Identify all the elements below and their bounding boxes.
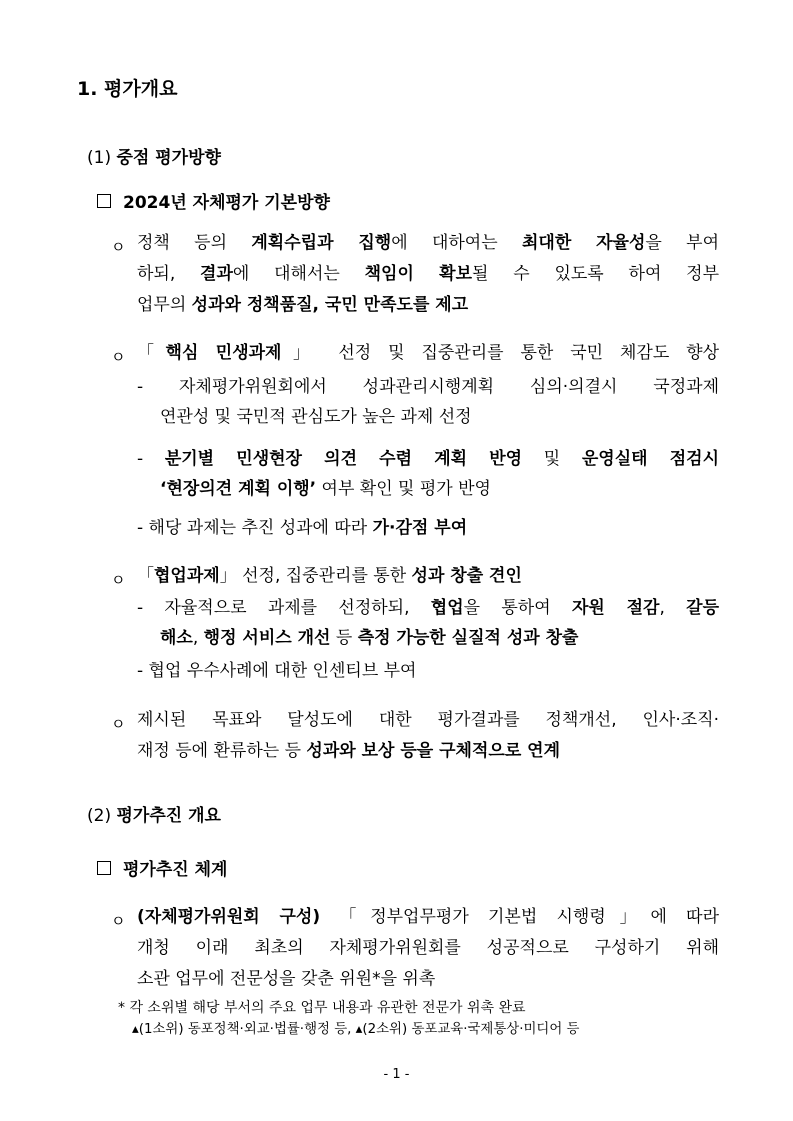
box-heading-1 <box>97 188 330 213</box>
text-line: (자체평가위원회 구성) 「정부업무평가 기본법 시행령」에 따라 <box>137 907 719 927</box>
text-line: - 해당 과제는 추진 성과에 따라 가·감점 부여 <box>137 518 468 538</box>
text-line: 정책 등의 계획수립과 집행에 대하여는 최대한 자율성을 부여 <box>137 233 720 253</box>
dash-item-5 <box>137 656 719 686</box>
bullet-paragraph-3 <box>137 561 719 592</box>
bullet-paragraph-4 <box>137 705 719 767</box>
circle-bullet-icon: ㅇ <box>111 348 126 366</box>
footnote-1: * 각 소위별 해당 부서의 주요 업무 내용과 유관한 전문가 위촉 완료 <box>118 1000 526 1016</box>
dash-item-1 <box>137 372 719 432</box>
circle-bullet-icon: ㅇ <box>111 238 126 256</box>
dash-item-3 <box>137 513 719 543</box>
text-line: 재정 등에 환류하는 등 성과와 보상 등을 구체적으로 연계 <box>137 741 561 761</box>
circle-bullet-icon: ㅇ <box>111 571 126 589</box>
subsection-title: 평가추진 개요 <box>116 806 221 826</box>
text-line: - 자율적으로 과제를 선정하되, 협업을 통하여 자원 절감, 갈등 <box>137 598 719 618</box>
box-heading-text: 평가추진 체계 <box>123 860 228 880</box>
text-line: 제시된 목표와 달성도에 대한 평가결과를 정책개선, 인사·조직· <box>137 710 719 730</box>
text-line: - 협업 우수사례에 대한 인센티브 부여 <box>137 661 417 681</box>
bullet-paragraph-1 <box>137 228 719 321</box>
text-line: 연관성 및 국민적 관심도가 높은 과제 선정 <box>160 407 472 427</box>
text-line: ‘현장의견 계획 이행’ 여부 확인 및 평가 반영 <box>160 479 491 499</box>
text-line: - 자체평가위원회에서 성과관리시행계획 심의·의결시 국정과제 <box>137 377 719 397</box>
footnote-2: ▴(1소위) 동포정책·외교·법률·행정 등, ▴(2소위) 동포교육·국제통상·미디어 등 <box>132 1022 580 1037</box>
text-line: 소관 업무에 전문성을 갖춘 위원*을 위촉 <box>137 969 436 989</box>
bullet-paragraph-2 <box>137 338 719 369</box>
circle-bullet-icon: ㅇ <box>111 912 126 930</box>
text-line: 하되, 결과에 대해서는 책임이 확보될 수 있도록 하여 정부 <box>137 264 719 284</box>
section-title: 1. 평가개요 <box>77 78 178 100</box>
text-line: 개청 이래 최초의 자체평가위원회를 성공적으로 구성하기 위해 <box>137 938 719 958</box>
square-bullet-icon <box>97 861 111 875</box>
text-line: - 분기별 민생현장 의견 수렴 계획 반영 및 운영실태 점검시 <box>137 449 720 469</box>
page-number: - 1 - <box>383 1067 410 1082</box>
subsection-heading-1 <box>87 143 221 168</box>
bullet-paragraph-5 <box>137 902 719 995</box>
subsection-heading-2 <box>87 801 221 826</box>
box-heading-text: 2024년 자체평가 기본방향 <box>123 193 330 213</box>
text-line: 「협업과제」 선정, 집중관리를 통한 성과 창출 견인 <box>137 566 522 586</box>
dash-item-4 <box>137 593 719 653</box>
square-bullet-icon <box>97 194 111 208</box>
subsection-number: (2) <box>87 806 112 826</box>
circle-bullet-icon: ㅇ <box>111 715 126 733</box>
box-heading-2 <box>97 855 227 880</box>
text-line: 「핵심 민생과제」 선정 및 집중관리를 통한 국민 체감도 향상 <box>137 343 719 363</box>
text-line: 해소, 행정 서비스 개선 등 측정 가능한 실질적 성과 창출 <box>160 628 579 648</box>
subsection-title: 중점 평가방향 <box>116 148 221 168</box>
text-line: 업무의 성과와 정책품질, 국민 만족도를 제고 <box>137 295 469 315</box>
dash-item-2 <box>137 444 719 504</box>
subsection-number: (1) <box>87 148 112 168</box>
